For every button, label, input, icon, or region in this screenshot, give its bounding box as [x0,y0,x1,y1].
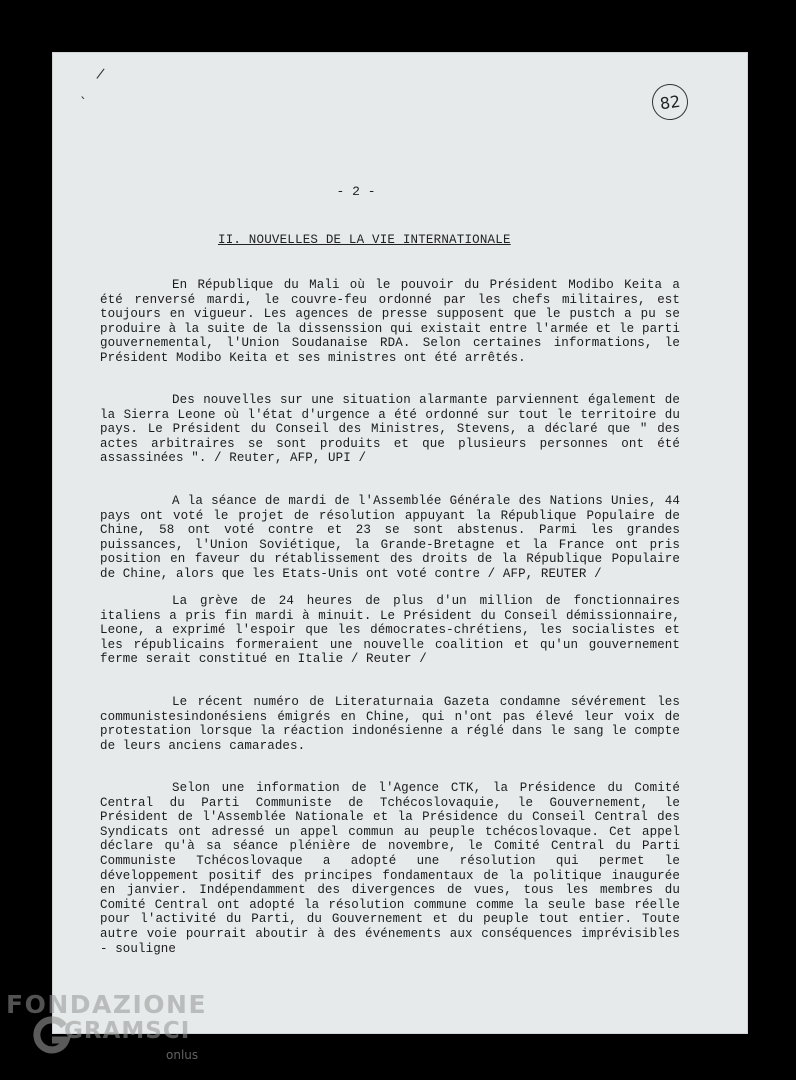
watermark-line2: GRAMSCI [64,1018,191,1044]
paragraph-mali: En République du Mali où le pouvoir du Président Modibo Keita a été renversé mardi, le couvre-feu ordonné par les chefs militaires, est toujours en vigueur. Les agences de presse supposent que le pustch a pu se produire à la suite de la dissenssion qui existait entre l'armée et le parti gouvernemental, l'Union Soudanaise RDA. Selon certaines informations, le Président Modibo Keita et ses ministres ont été arrêtés. [100,278,680,365]
watermark-line1: FONDAZIONE [6,990,208,1019]
paragraph-sierra-leone: Des nouvelles sur une situation alarmante parviennent également de la Sierra Leone où l'état d'urgence a été ordonné sur tout le territoire du pays. Le Président du Conseil des Ministres, Stevens, a déclaré que " des actes arbitraires se sont produits et que plusieurs personnes ont été assassinées ". / Reuter, AFP, UPI / [100,393,680,466]
fondazione-gramsci-watermark [6,990,206,1070]
page-number: - 2 - [336,184,376,199]
paragraph-czechoslovakia: Selon une information de l'Agence CTK, la Présidence du Comité Central du Parti Communiste de Tchécoslovaquie, le Gouvernement, le Président de l'Assemblée Nationale et la Présidence du Conseil Central des Syndicats ont adressé un appel commun au peuple tchécoslovaque. Cet appel déclare qu'à sa séance plénière de novembre, le Comité Central du Parti Communiste Tchécoslovaque a adopté une résolution qui permet le développement positif des principes fondamentaux de la politique inaugurée en janvier. Indépendamment des divergences de vues, tous les membres du Comité Central ont adopté la résolution commune comme la seule base réelle pour l'activité du Parti, du Gouvernement et du peuple tout entier. Toute autre voie pourrait aboutir à des événements aux conséquences imprévisibles - souligne [100,781,680,956]
paragraph-literaturnaia-gazeta: Le récent numéro de Literaturnaia Gazeta condamne sévérement les communistesindonésiens émigrés en Chine, qui n'ont pas élevé leur voix de protestation lorsque la réaction indonésienne a réglé dans le sang le compte de leurs anciens camarades. [100,695,680,753]
pen-mark: / [95,65,106,83]
pen-mark: ` [80,96,87,112]
watermark-line3: onlus [166,1048,199,1062]
section-heading: II. NOUVELLES DE LA VIE INTERNATIONALE [218,233,511,247]
paragraph-italy-strike: La grève de 24 heures de plus d'un million de fonctionnaires italiens a pris fin mardi à minuit. Le Président du Conseil démissionnaire, Leone, a exprimé l'espoir que les démocrates-chrétiens, les socialistes et les républicains formeraient une nouvelle coalition et qu'un gouvernement ferme serait constitué en Italie / Reuter / [100,594,680,667]
paragraph-un-assembly: A la séance de mardi de l'Assemblée Générale des Nations Unies, 44 pays ont voté le projet de résolution appuyant la République Populaire de Chine, 58 ont voté contre et 23 se sont abstenus. Parmi les grandes puissances, l'Union Soviétique, la Grande-Bretagne et la France ont pris position en faveur du rétablissement des droits de la République Populaire de Chine, alors que les Etats-Unis ont voté contre / AFP, REUTER / [100,494,680,581]
page-number-stamp: 82 [650,82,691,123]
